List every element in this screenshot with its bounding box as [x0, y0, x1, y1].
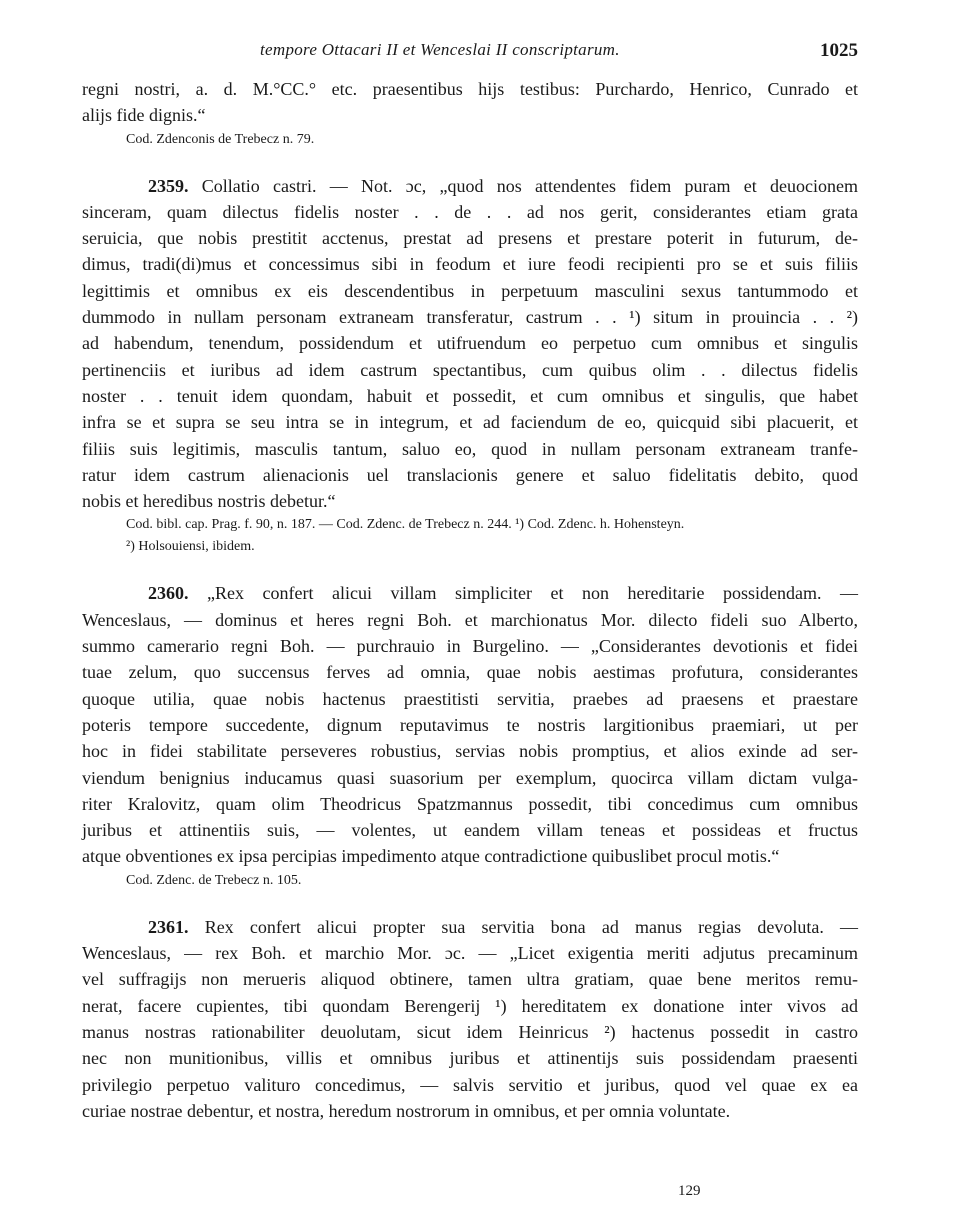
text-line: vel suffragijs non merueris aliquod obtinere, tamen ultra gratiam, quae bene meritos remu- — [82, 969, 858, 990]
text-line: Wenceslaus, — rex Boh. et marchio Mor. ɔc. — „Licet exigentia meriti adjutus precaminum — [82, 943, 858, 964]
text-line: seruicia, que nobis prestitit acctenus, prestat ad presens et prestare poterit in futurum, de- — [82, 228, 858, 249]
entry-2361 — [82, 914, 858, 1124]
text-line: infra se et supra se seu intra se in integrum, et ad faciendum de eo, quicquid sibi placuerit, et — [82, 412, 858, 433]
text-line: dimus, tradi(di)mus et concessimus sibi in feodum et iure feodi recipienti pro se et suis filiis — [82, 254, 858, 275]
text-line: juribus et attinentiis suis, — volentes, ut eandem villam teneas et possideas et fructus — [82, 820, 858, 841]
text-line: privilegio perpetuo valituro concedimus, — salvis servitio et juribus, quod vel quae ex ea — [82, 1074, 858, 1095]
text-line: pertinenciis et iuribus ad idem castrum spectantibus, cum quibus olim . . dilectus fidelis — [82, 359, 858, 380]
text-line: atque obventiones ex ipsa percipias impedimento atque contradictione quibuslibet procul motis.“ — [82, 846, 780, 867]
entry-first-line — [82, 173, 858, 199]
source-footnote: ²) Holsouiensi, ibidem. — [126, 539, 255, 555]
text-line: „Rex confert alicui villam simpliciter et non hereditarie possidendam. — — [207, 583, 858, 604]
entry-first-line — [82, 914, 858, 940]
text-line: tuae zelum, quo succensus ferves ad omnia, quae nobis aestimas profutura, considerantes — [82, 662, 858, 683]
entry-number: 2359. — [148, 175, 189, 196]
text-line: dummodo in nullam personam extraneam transferatur, castrum . . ¹) situm in prouincia . . ²) — [82, 307, 858, 328]
running-title: tempore Ottacari II et Wenceslai II conscriptarum. — [260, 40, 620, 59]
text-line: viendum benignius inducamus quasi suasorium per exemplum, quocirca villam dictam vulga- — [82, 767, 858, 788]
text-line: quoque utilia, quae nobis hactenus praestitisti servitia, praebes ad praesens et praestare — [82, 688, 858, 709]
text-line: riter Kralovitz, quam olim Theodricus Spatzmannus possedit, tibi concedimus cum omnibus — [82, 793, 858, 814]
text-line: nerat, facere cupientes, tibi quondam Berengerij ¹) hereditatem ex donatione inter vivos ad — [82, 995, 858, 1016]
text-line: nobis et heredibus nostris debetur.“ — [82, 491, 336, 512]
text-line: manus nostras rationabiliter deuolutam, sicut idem Heinricus ²) hactenus possedit in castro — [82, 1021, 858, 1042]
text-line: Rex confert alicui propter sua servitia bona ad manus regias devoluta. — — [204, 916, 858, 937]
text-line: curiae nostrae debentur, et nostra, heredum nostrorum in omnibus, et per omnia voluntate. — [82, 1100, 731, 1121]
text-line: ratur idem castrum alienacionis uel translacionis genere et saluo fidelitatis debito, quod — [82, 464, 858, 485]
intro-block — [82, 76, 858, 151]
text-line: legittimis et omnibus ex eis descendentibus in perpetuum masculini sexus tantummodo et — [82, 280, 858, 301]
text-line: hoc in fidei stabilitate perseveres robustius, servias nobis promptius, et alios exinde ad ser- — [82, 741, 858, 762]
entry-number: 2360. — [148, 583, 189, 604]
text-line: noster . . tenuit idem quondam, habuit et possedit, et cum omnibus et singulis, que habet — [82, 385, 858, 406]
entry-2360 — [82, 580, 858, 891]
source-citation: Cod. Zdenc. de Trebecz n. 105. — [126, 872, 302, 888]
text-line: ad habendum, tenendum, possidendum et utifruendum eo perpetuo cum omnibus et singulis — [82, 333, 858, 354]
page-number: 1025 — [820, 40, 858, 61]
text-line: filiis suis legitimis, masculis tantum, saluo eo, quod in nullam personam extraneam tranfe- — [82, 438, 858, 459]
page — [82, 40, 858, 1124]
text-line: alijs fide dignis.“ — [82, 105, 206, 126]
entry-2359 — [82, 173, 858, 559]
text-line: nec non munitionibus, villis et omnibus juribus et attinentijs suis possidendam praesenti — [82, 1048, 858, 1069]
text-line: poteris tempore succedente, dignum reputavimus te nostris largitionibus praemiari, ut per — [82, 714, 858, 735]
text-line: regni nostri, a. d. M.°CC.° etc. praesentibus hijs testibus: Purchardo, Henrico, Cunrado et — [82, 79, 858, 99]
text-line: sinceram, quam dilectus fidelis noster . . de . . ad nos gerit, considerantes etiam grata — [82, 201, 858, 222]
signature-mark: 129 — [678, 1183, 701, 1199]
source-citation: Cod. bibl. cap. Prag. f. 90, n. 187. — Cod. Zdenc. de Trebecz n. 244. ¹) Cod. Zdenc. h. Hohensteyn. — [126, 517, 685, 533]
entry-first-line — [82, 580, 858, 606]
text-line: summo camerario regni Boh. — purchrauio in Burgelino. — „Considerantes devotionis et fidei — [82, 636, 858, 657]
entry-number: 2361. — [148, 916, 189, 937]
text-line: Wenceslaus, — dominus et heres regni Boh. et marchionatus Mor. dilecto fideli suo Alberto, — [82, 609, 858, 630]
text-line: Collatio castri. — Not. ɔc, „quod nos attendentes fidem puram et deuocionem — [201, 175, 858, 196]
running-header — [82, 40, 858, 76]
source-citation: Cod. Zdenconis de Trebecz n. 79. — [126, 131, 315, 147]
